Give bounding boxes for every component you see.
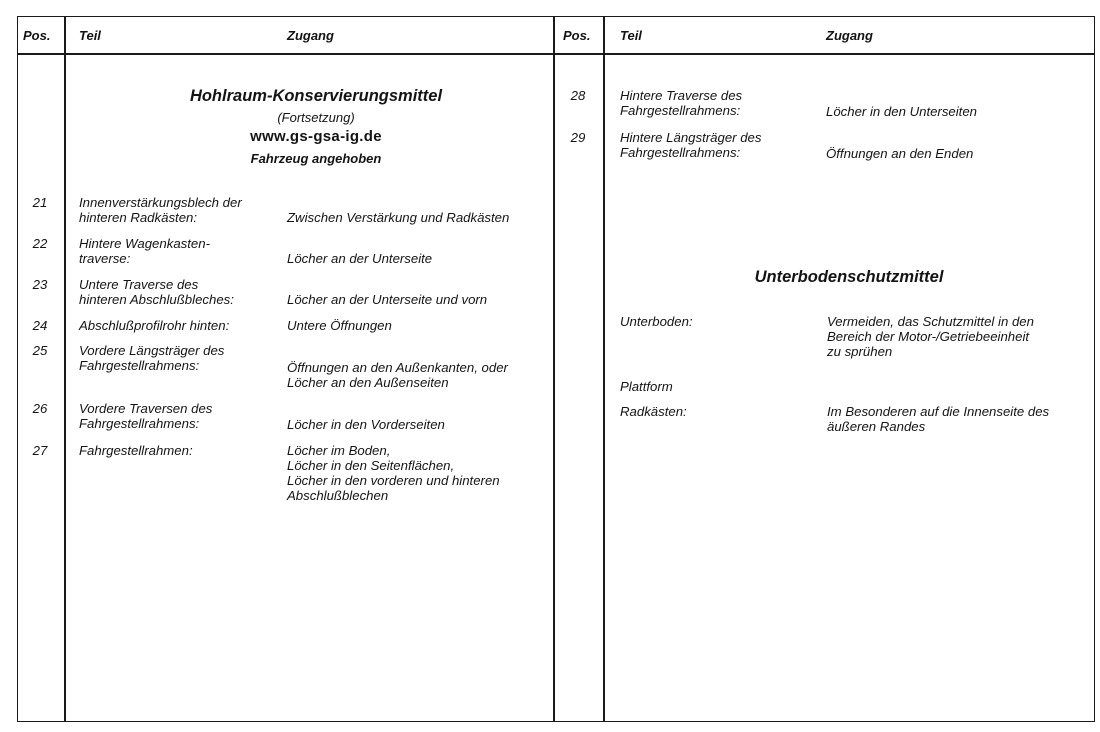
row-zugang: Zwischen Verstärkung und Radkästen [287,210,510,225]
row-teil: Fahrgestellrahmen: [79,443,193,458]
row-pos: 29 [570,130,586,145]
header-teil-left: Teil [79,28,101,43]
row-pos: 26 [32,401,48,416]
row-teil: Hintere Längsträger des Fahrgestellrahmens: [620,130,762,160]
item-zugang: Im Besonderen auf die Innenseite des äußeren Randes [827,404,1050,434]
row-teil: Vordere Traversen des Fahrgestellrahmens: [79,401,213,431]
row-pos: 22 [32,236,48,251]
row-zugang: Öffnungen an den Enden [826,146,974,161]
row-zugang: Löcher an der Unterseite und vorn [287,292,488,307]
row-teil: Untere Traverse des hinteren Abschlußbleches: [79,277,234,307]
row-pos: 23 [32,277,48,292]
row-teil: Hintere Traverse des Fahrgestellrahmens: [620,88,743,118]
row-teil: Abschlußprofilrohr hinten: [79,318,230,333]
row-zugang: Untere Öffnungen [287,318,392,333]
row-teil: Vordere Längsträger des Fahrgestellrahmens: [79,343,225,373]
row-zugang: Löcher an der Unterseite [287,251,433,266]
row-pos: 25 [32,343,48,358]
section-title-unterbodenschutz: Unterbodenschutzmittel [754,268,944,286]
header-teil-right: Teil [620,28,642,43]
row-zugang: Löcher in den Vorderseiten [287,417,445,432]
row-pos: 24 [32,318,48,333]
right-pos-column-divider [603,16,605,722]
center-divider [553,16,555,722]
website-text: www.gs-gsa-ig.de [250,128,382,145]
row-zugang: Öffnungen an den Außenkanten, oder Löcher an den Außenseiten [287,360,508,390]
header-pos-left: Pos. [23,28,51,43]
section-note: Fahrzeug angehoben [250,151,382,166]
item-teil: Radkästen: [620,404,687,419]
row-pos: 21 [32,195,48,210]
row-zugang: Löcher im Boden, Löcher in den Seitenflächen, Löcher in den vorderen und hinteren Abschlußblechen [287,443,500,503]
item-teil: Unterboden: [620,314,693,329]
row-zugang: Löcher in den Unterseiten [826,104,978,119]
header-pos-right: Pos. [563,28,591,43]
item-zugang: Vermeiden, das Schutzmittel in den Bereich der Motor-/Getriebeeinheit zu sprühen [827,314,1034,359]
item-teil: Plattform [620,379,673,394]
header-zugang-left: Zugang [287,28,334,43]
row-teil: Hintere Wagenkasten- traverse: [79,236,210,266]
section-subtitle: (Fortsetzung) [277,110,355,125]
left-pos-column-divider [64,16,66,722]
row-teil: Innenverstärkungsblech der hinteren Radkästen: [79,195,242,225]
section-title-hohlraum: Hohlraum-Konservierungsmittel [189,87,443,105]
header-divider [17,53,1095,55]
row-pos: 27 [32,443,48,458]
row-pos: 28 [570,88,586,103]
header-zugang-right: Zugang [826,28,873,43]
